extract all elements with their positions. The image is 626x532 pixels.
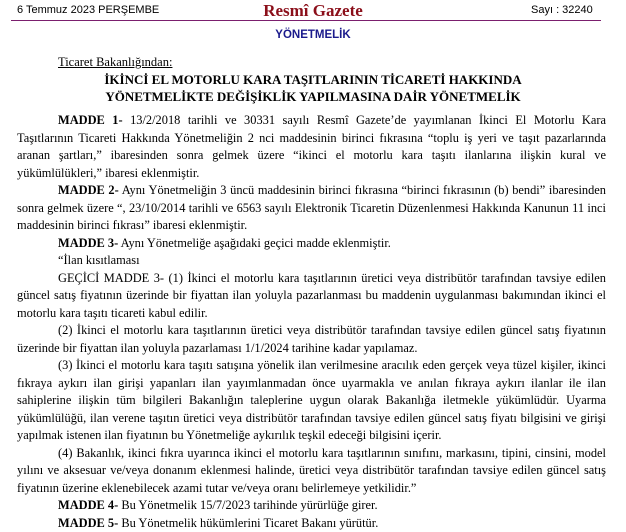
article-5: MADDE 5- Bu Yönetmelik hükümlerini Ticaret Bakanı yürütür. xyxy=(17,515,606,532)
provisional-heading: “İlan kısıtlaması xyxy=(17,252,606,270)
article-1: MADDE 1- 13/2/2018 tarihli ve 30331 sayılı Resmî Gazete’de yayımlanan İkinci El Motorlu Kara Taşıtlarının Ticareti Hakkında Yönetmeliğin 2 nci maddesinin birinci fıkrasına “toplu iş yeri ve taşıt pazarlarında aranan şartları,” ibaresinden sonra gelmek üzere “ikinci el motorlu kara taşıtı ilanlarına ilişkin kural ve yükümlülükleri,” ibaresi eklenmiştir. xyxy=(17,112,606,182)
gazette-title: Resmî Gazete xyxy=(0,1,626,21)
article-4: MADDE 4- Bu Yönetmelik 15/7/2023 tarihinde yürürlüğe girer. xyxy=(17,497,606,515)
provisional-paragraph-2: (2) İkinci el motorlu kara taşıtlarının üretici veya distribütör tarafından tavsiye edilen güncel satış fiyatının üzerinde bir fiyattan ilan yoluyla pazarlaması 1/1/2024 tarihine kadar yapılamaz. xyxy=(17,322,606,357)
header-divider xyxy=(11,20,601,21)
article-2: MADDE 2- Aynı Yönetmeliğin 3 üncü maddesinin birinci fıkrasına “birinci fıkrasının (b) bendi” ibaresinden sonra gelmek üzere “, 23/10/2014 tarihli ve 6563 sayılı Elektronik Ticaretin Düzenlenmesi Hakkında Kanunun 11 inci maddesinin birinci fıkrası” ibaresi eklenmiştir. xyxy=(17,182,606,235)
provisional-paragraph-1: GEÇİCİ MADDE 3- (1) İkinci el motorlu kara taşıtlarının üretici veya distribütör tarafından tavsiye edilen güncel satış fiyatının üzerinde bir fiyattan ilan yoluyla pazarlanması bu maddenin uygulanması bakımından ikinci el motorlu kara taşıtı ticareti kabul edilir. xyxy=(17,270,606,323)
article-label: MADDE 5- xyxy=(58,516,118,530)
provisional-paragraph-4: (4) Bakanlık, ikinci fıkra uyarınca ikinci el motorlu kara taşıtlarının sınıfını, markasını, tipini, cinsini, model yılını ve aksesuar ve/veya donanım eklenmesi halinde, üretici veya distribütör tarafından tavsiye edilen güncel satış fiyatının üzerine eklenebilecek azami tutar ve/veya oranı belirlemeye yetkilidir.” xyxy=(17,445,606,498)
issuer: Ticaret Bakanlığından: xyxy=(58,55,172,70)
provisional-paragraph-3: (3) İkinci el motorlu kara taşıtı satışına yönelik ilan verilmesine aracılık eden gerçek veya tüzel kişiler, ikinci fıkraya aykırı ilan girişi yapanları ilan yayımlanmadan önce uyarmakla ve anılan fıkraya aykırı ilanlar ile ilan sahiplerine ilişkin tüm bilgileri Bakanlığın taleplerine uygun olarak Bakanlığa iletmekle yükümlüdür. Uyarma yükümlülüğü, ilan verene taşıtın üretici veya distribütör tarafından tavsiye edilen güncel satış fiyatı bilgisini ve girişi yapılmak istenen ilan fiyatının bu Yönetmeliğe aykırılık teşkil edeceği bilgisini içerir. xyxy=(17,357,606,445)
title-line-1: İKİNCİ EL MOTORLU KARA TAŞITLARININ TİCARETİ HAKKINDA xyxy=(0,71,626,88)
section-heading: YÖNETMELİK xyxy=(0,29,626,41)
article-label: MADDE 3- xyxy=(58,236,118,250)
article-label: MADDE 4- xyxy=(58,498,118,512)
issue-number: Sayı : 32240 xyxy=(531,4,593,16)
regulation-title xyxy=(0,71,626,105)
article-3: MADDE 3- Aynı Yönetmeliğe aşağıdaki geçici madde eklenmiştir. xyxy=(17,235,606,253)
title-line-2: YÖNETMELİKTE DEĞİŞİKLİK YAPILMASINA DAİR YÖNETMELİK xyxy=(0,88,626,105)
article-label: MADDE 2- xyxy=(58,183,119,197)
issue-date: 6 Temmuz 2023 PERŞEMBE xyxy=(17,4,159,16)
document-body xyxy=(17,112,606,532)
masthead xyxy=(0,0,626,22)
article-label: MADDE 1- xyxy=(58,113,123,127)
